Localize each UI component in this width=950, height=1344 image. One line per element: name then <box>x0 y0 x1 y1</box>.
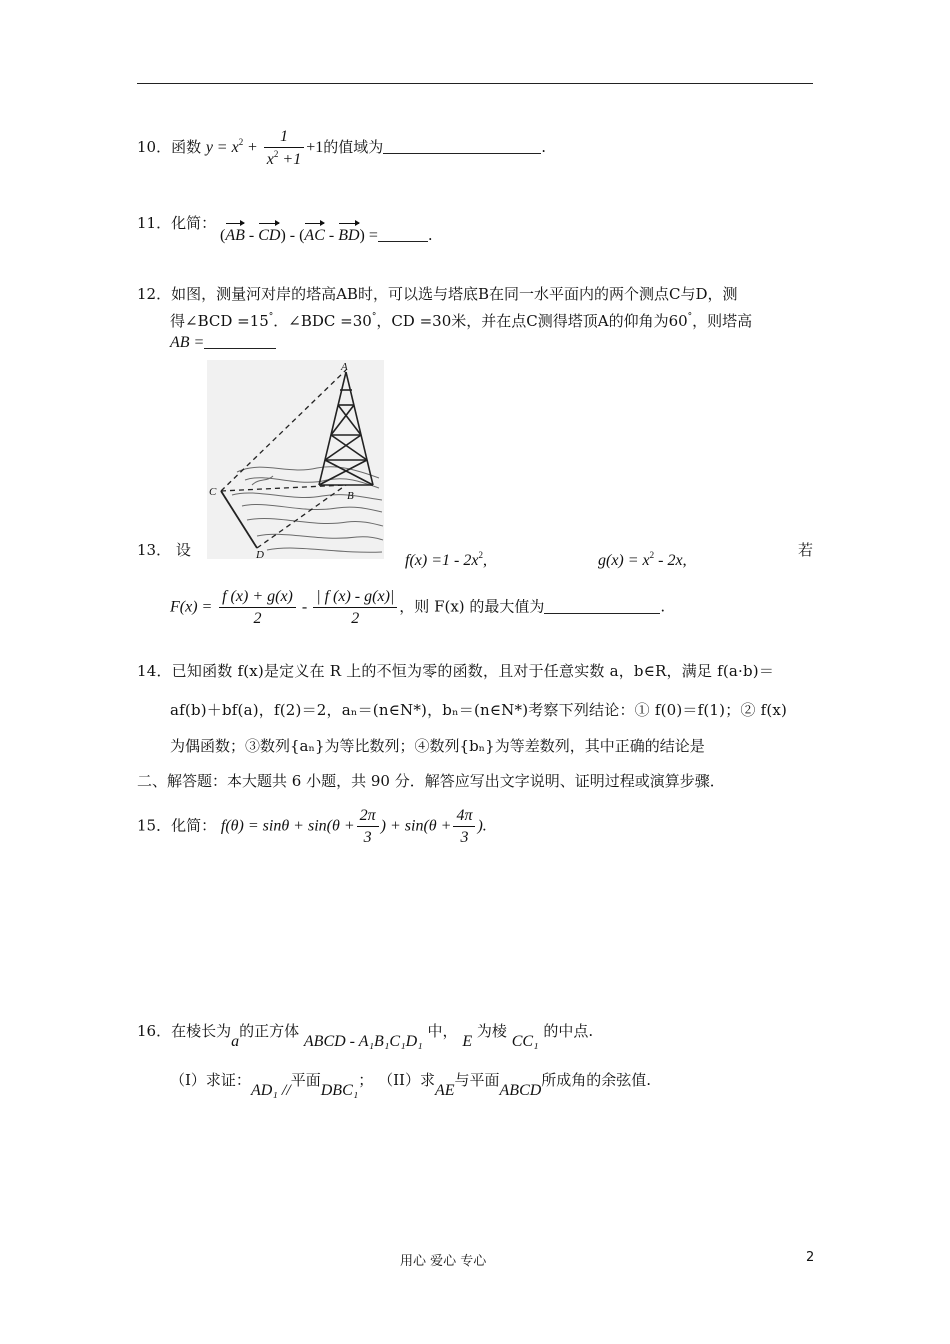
question-14-line-1: 14．已知函数 f(x)是定义在 R 上的不恒为零的函数，且对于任意实数 a，b∈R，满足 f(a·b)＝ <box>137 662 775 680</box>
question-16-line-2: （I）求证：AD₁ //平面DBC₁； （II）求AE与平面ABCD所成角的余弦值. <box>170 1071 652 1099</box>
question-14-line-2: af(b)＋bf(a)，f(2)＝2，aₙ＝(n∈N*)，bₙ＝(n∈N*)考察下列结论：① f(0)＝f(1)；② f(x) <box>170 701 788 719</box>
question-16-line-1: 16．在棱长为a的正方体 ABCD - A₁B₁C₁D₁ 中， E 为棱 CC₁ 的中点. <box>137 1022 594 1050</box>
page-number: 2 <box>806 1250 815 1265</box>
tower-diagram <box>207 360 384 559</box>
tower-river-figure <box>207 360 384 559</box>
g-definition: $g(x) = x^2 - 2x$, <box>598 550 687 569</box>
footer-motto: 用心 爱心 专心 <box>400 1254 487 1269</box>
label-c: C <box>209 486 217 498</box>
question-13-formula: F(x) = $\frac{f (x) + g(x)}{2}$ - $\frac{| f (x) - g(x)|}{2}$ ，则 F(x) 的最大值为 . <box>170 588 666 627</box>
f-definition: $f(x) =1 - 2x^2$, <box>405 550 487 569</box>
answer-blank[interactable] <box>544 599 660 614</box>
header-rule <box>137 83 813 84</box>
label-a: A <box>341 361 348 373</box>
question-13-number: 13． 设 <box>137 541 191 559</box>
label-b: B <box>347 490 354 502</box>
label-d: D <box>256 549 264 559</box>
question-12-line-3: AB = <box>170 333 276 352</box>
question-13-ruo: 若 <box>798 541 814 559</box>
vector-cd: CD <box>258 227 281 244</box>
vector-bd: BD <box>338 227 360 244</box>
answer-blank[interactable] <box>204 334 276 349</box>
question-12-line-1: 12．如图，测量河对岸的塔高AB时，可以选与塔底B在同一水平面内的两个测点C与D，测 <box>137 285 738 303</box>
answer-blank[interactable] <box>378 227 428 242</box>
vector-ab: AB <box>225 227 245 244</box>
question-10: 10．函数 $y = x^2$ + $\frac{1}{x^2 +1}$ +1的值域为 . <box>137 128 547 168</box>
question-12-line-2: 得∠BCD =15°．∠BDC =30°，CD =30米，并在点C测得塔顶A的仰角为60°，则塔高 <box>170 312 753 330</box>
question-11: 11．化简： <box>137 214 217 232</box>
question-15: 15．化简： f(θ) = sinθ + sin(θ + $\frac{2\pi}{3}$ ) + sin(θ + $\frac{4\pi}{3}$ ). <box>137 807 487 846</box>
fraction: $\frac{1}{x^2 +1}$ <box>264 128 304 168</box>
question-14-line-3: 为偶函数；③数列{aₙ}为等比数列；④数列{bₙ}为等差数列，其中正确的结论是 <box>170 737 705 755</box>
answer-blank[interactable] <box>383 139 541 154</box>
vector-ac: AC <box>304 227 325 244</box>
question-11-expression: (AB - CD) - (AC - BD) = . <box>220 226 433 244</box>
section-2-heading: 二、解答题：本大题共 6 小题，共 90 分．解答应写出文字说明、证明过程或演算步骤． <box>137 772 725 790</box>
